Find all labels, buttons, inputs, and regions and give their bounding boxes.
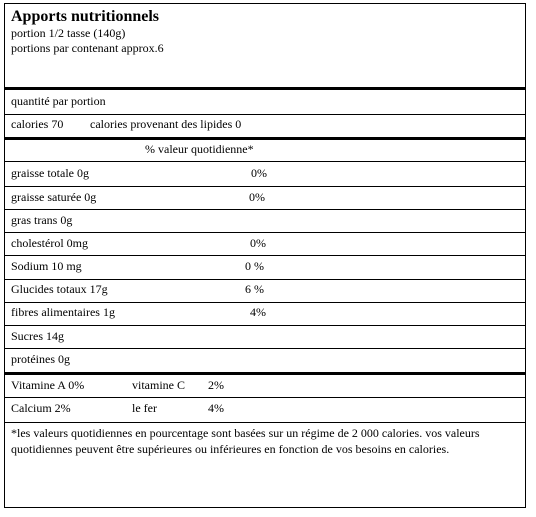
nutrient-saturated-fat-label: graisse saturée 0g	[11, 190, 97, 204]
serving-size: portion 1/2 tasse (140g)	[11, 26, 126, 40]
nutrient-sugars-label: Sucres 14g	[11, 329, 64, 343]
iron-label: le fer	[132, 401, 157, 415]
divider	[5, 161, 525, 162]
nutrition-facts-label	[4, 3, 526, 508]
divider	[5, 186, 525, 187]
nutrient-sodium-label: Sodium 10 mg	[11, 259, 82, 273]
thick-divider	[5, 137, 525, 140]
vitamin-c-label: vitamine C	[132, 378, 185, 392]
calcium-label: Calcium 2%	[11, 401, 71, 415]
nutrient-total-fat-dv: 0%	[251, 166, 267, 180]
thick-divider	[5, 372, 525, 375]
fat-calories-value: calories provenant des lipides 0	[90, 117, 242, 131]
nutrient-carbs-dv: 6 %	[245, 282, 264, 296]
nutrient-fiber-label: fibres alimentaires 1g	[11, 305, 115, 319]
nutrient-trans-fat-label: gras trans 0g	[11, 213, 73, 227]
iron-value: 4%	[208, 401, 224, 415]
divider	[5, 325, 525, 326]
divider	[5, 397, 525, 398]
nutrient-saturated-fat-dv: 0%	[249, 190, 265, 204]
divider	[5, 348, 525, 349]
divider	[5, 279, 525, 280]
divider	[5, 422, 525, 423]
thick-divider	[5, 87, 525, 90]
calories-value: calories 70	[11, 117, 64, 131]
nutrient-total-fat-label: graisse totale 0g	[11, 166, 89, 180]
servings-per-container: portions par contenant approx.6	[11, 41, 164, 55]
nutrient-protein-label: protéines 0g	[11, 352, 70, 366]
daily-value-header: % valeur quotidienne*	[145, 142, 254, 156]
divider	[5, 114, 525, 115]
divider	[5, 255, 525, 256]
divider	[5, 302, 525, 303]
divider	[5, 209, 525, 210]
nutrient-fiber-dv: 4%	[250, 305, 266, 319]
divider	[5, 232, 525, 233]
nutrient-cholesterol-label: cholestérol 0mg	[11, 236, 88, 250]
nutrient-sodium-dv: 0 %	[245, 259, 264, 273]
vitamin-a-label: Vitamine A 0%	[11, 378, 85, 392]
footnote: *les valeurs quotidiennes en pourcentage sont basées sur un régime de 2 000 calories. vos valeurs quotidiennes peuvent être supérieures ou inférieures en fonction de vos besoins en calories.	[11, 426, 480, 456]
nutrient-carbs-label: Glucides totaux 17g	[11, 282, 108, 296]
nutrient-cholesterol-dv: 0%	[250, 236, 266, 250]
label-title: Apports nutritionnels	[11, 8, 160, 25]
vitamin-c-value: 2%	[208, 378, 224, 392]
amount-per-serving: quantité par portion	[11, 94, 106, 108]
